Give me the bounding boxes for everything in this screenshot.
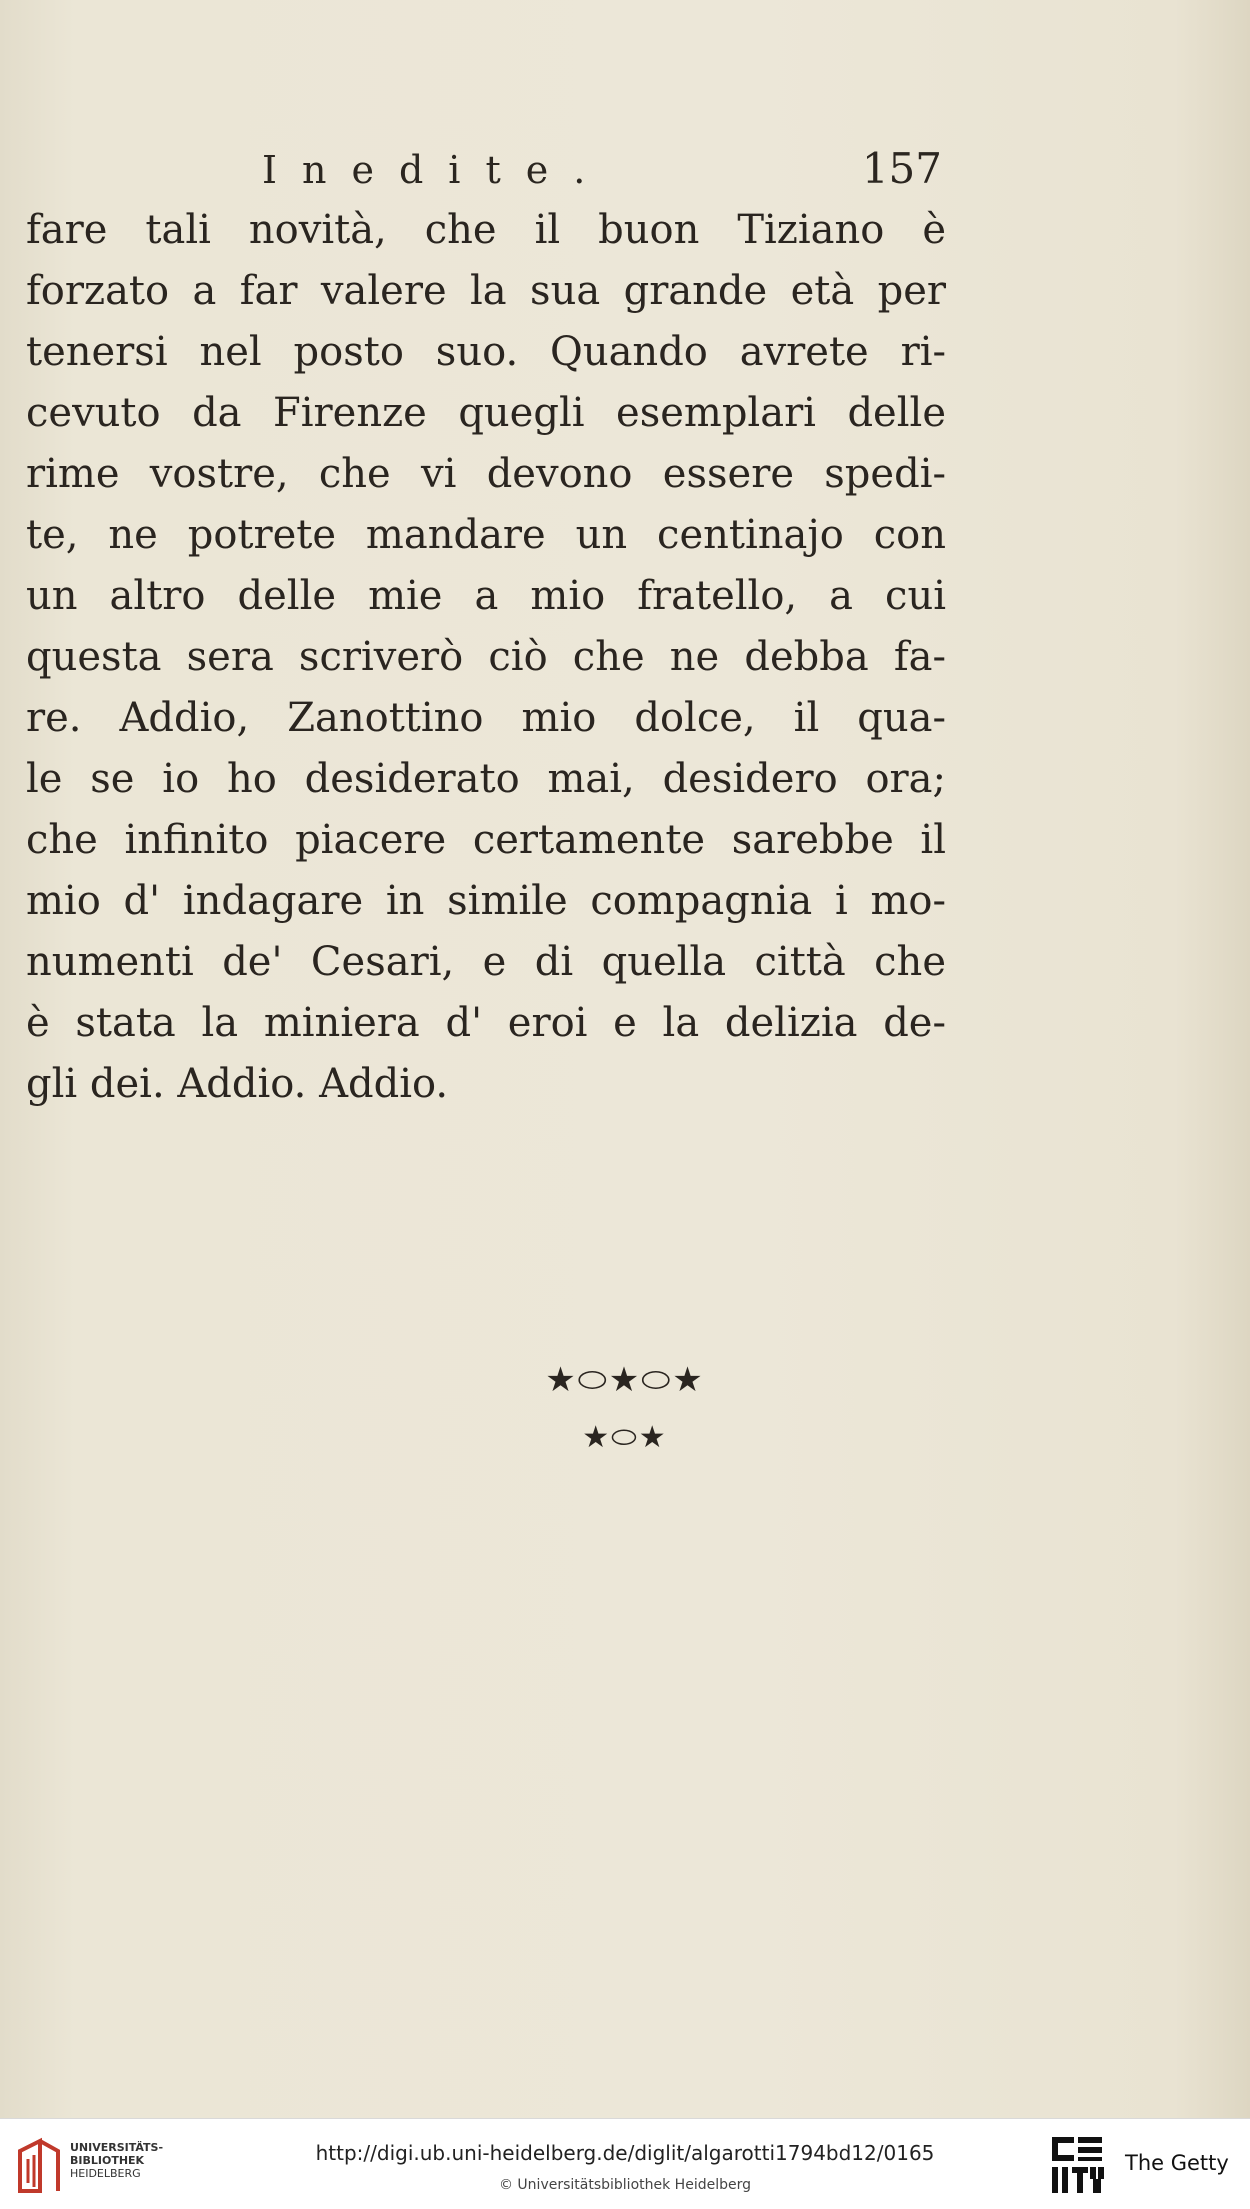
library-name-line: HEIDELBERG: [70, 2167, 141, 2180]
running-head: [262, 144, 942, 198]
body-text: [26, 200, 946, 1115]
viewer-footer: [0, 2118, 1250, 2209]
text-line: è stata la miniera d' eroi e la delizia de-: [26, 1000, 946, 1046]
text-line: fare tali novità, che il buon Tiziano è: [26, 207, 946, 253]
text-line: numenti de' Cesari, e di quella città che: [26, 939, 946, 985]
text-line: questa sera scriverò ciò che ne debba fa-: [26, 634, 946, 680]
partner-name: The Getty: [1125, 2151, 1229, 2175]
text-line: cevuto da Firenze quegli esemplari delle: [26, 390, 946, 436]
text-line: te, ne potrete mandare un centinajo con: [26, 512, 946, 558]
page-number: 157: [861, 144, 942, 193]
text-line: forzato a far valere la sua grande età per: [26, 268, 946, 314]
text-line: rime vostre, che vi devono essere spedi-: [26, 451, 946, 497]
text-line: un altro delle mie a mio fratello, a cui: [26, 573, 946, 619]
text-line: che infinito piacere certamente sarebbe il: [26, 817, 946, 863]
text-line: mio d' indagare in simile compagnia i mo-: [26, 878, 946, 924]
text-line: le se io ho desiderato mai, desidero ora;: [26, 756, 946, 802]
running-title: Inedite.: [262, 148, 611, 192]
library-name-line: BIBLIOTHEK: [70, 2154, 145, 2167]
library-name-line: UNIVERSITÄTS-: [70, 2141, 164, 2154]
ornament-bottom: ★⬭★: [582, 1420, 668, 1455]
ornament-top: ★⬭★⬭★: [545, 1360, 705, 1400]
copyright-notice: © Universitätsbibliothek Heidelberg: [498, 2177, 751, 2193]
text-line: re. Addio, Zanottino mio dolce, il qua-: [26, 695, 946, 741]
getty-logo-icon[interactable]: [1050, 2135, 1106, 2195]
text-line: gli dei. Addio. Addio.: [26, 1061, 449, 1107]
permalink-url[interactable]: http://digi.ub.uni-heidelberg.de/diglit/algarotti1794bd12/0165: [315, 2141, 935, 2165]
text-line: tenersi nel posto suo. Quando avrete ri-: [26, 329, 946, 375]
